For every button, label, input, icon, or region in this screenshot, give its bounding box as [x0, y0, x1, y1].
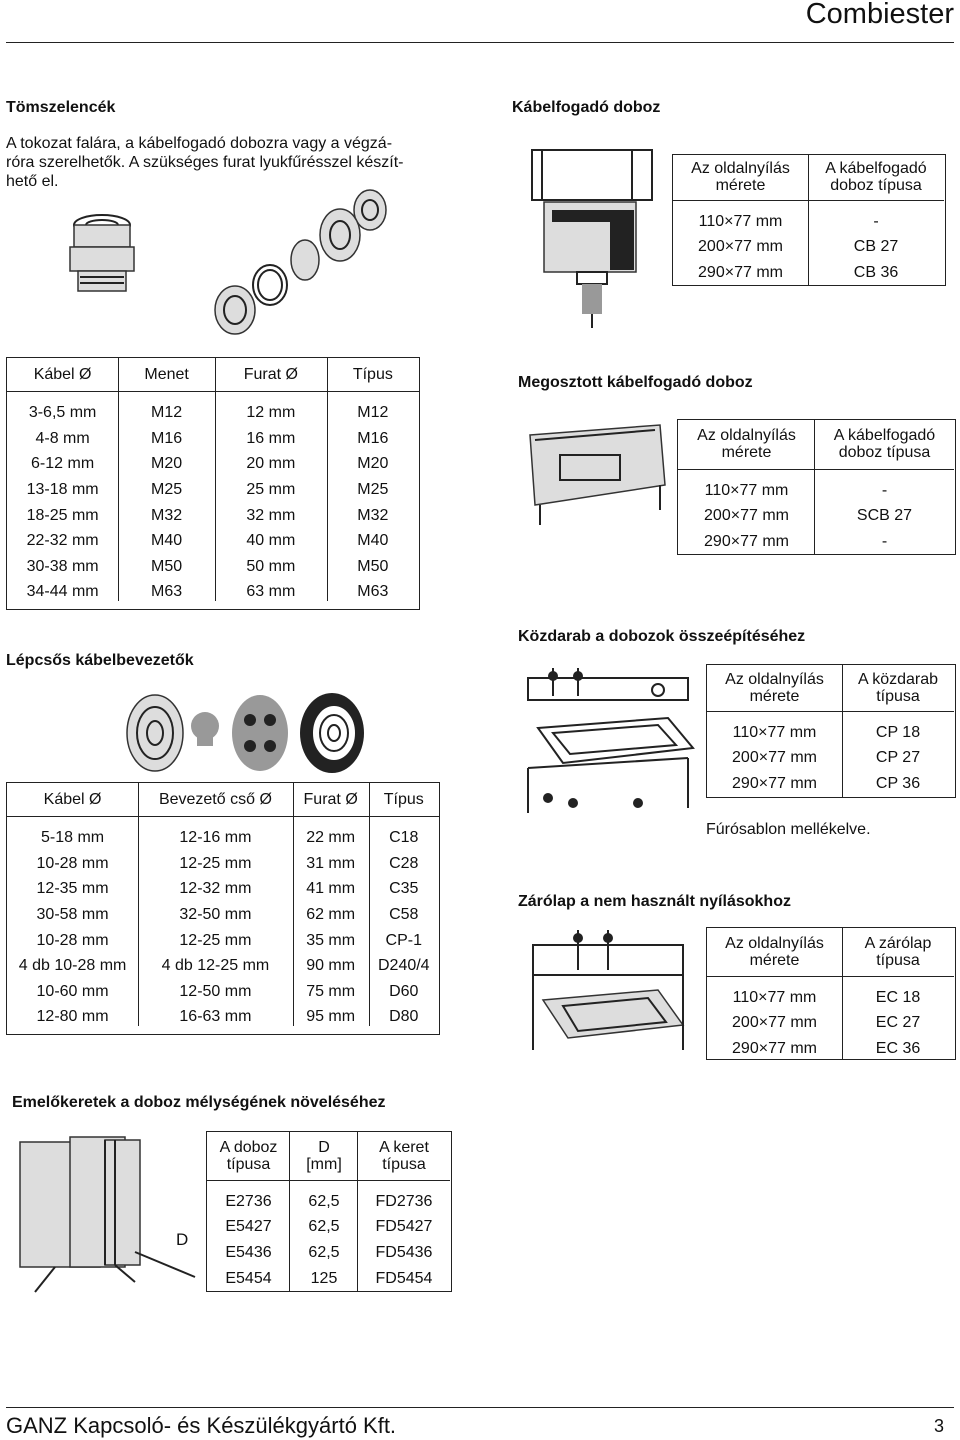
- section-title-lepcsos: Lépcsős kábelbevezetők: [6, 652, 194, 669]
- section-title-megosztott: Megosztott kábelfogadó doboz: [518, 374, 753, 391]
- table-row: [673, 200, 944, 234]
- section-title-emelokeretek: Emelőkeretek a doboz mélységének növeléséhez: [12, 1094, 386, 1111]
- table-cell: 41 mm: [306, 880, 356, 898]
- header-line: A zárólap: [864, 934, 932, 952]
- table-row: [707, 976, 954, 1010]
- table-cell: E5454: [225, 1269, 272, 1287]
- cable-box-illustration: [522, 140, 672, 330]
- col-header: Kábel Ø: [7, 783, 139, 817]
- header-line: Az oldalnyílás: [691, 160, 790, 178]
- table-cell: 22-32 mm: [26, 532, 99, 550]
- header-line: A keret: [379, 1138, 429, 1156]
- dimension-label: D: [176, 1230, 189, 1249]
- table-cell: EC 18: [875, 988, 921, 1006]
- table-row: [7, 554, 420, 580]
- table-cell: 18-25 mm: [26, 506, 99, 524]
- table-cell: 6-12 mm: [31, 455, 95, 473]
- table-row: [707, 771, 954, 801]
- table-cell: 25 mm: [246, 481, 296, 499]
- zarolap-table: [707, 928, 954, 1065]
- table-cell: 290×77 mm: [704, 532, 789, 550]
- table-cell: 200×77 mm: [704, 507, 789, 525]
- table-cell: 30-38 mm: [26, 557, 99, 575]
- table-cell: 5-18 mm: [40, 829, 105, 847]
- stepped-grommet-illustration: [120, 688, 370, 778]
- table-cell: CP 27: [875, 749, 921, 767]
- table-cell: 290×77 mm: [732, 774, 817, 792]
- table-divider: [215, 357, 216, 601]
- header-line: D: [318, 1138, 330, 1156]
- table-divider: [118, 357, 119, 601]
- table-cell: M40: [151, 532, 183, 550]
- table-cell: 20 mm: [246, 455, 296, 473]
- header-rule: [6, 42, 954, 43]
- table-row: [7, 851, 440, 877]
- table-cell: 30-58 mm: [36, 906, 109, 924]
- table-cell: SCB 27: [856, 507, 913, 525]
- col-header: [290, 1132, 358, 1180]
- table-cell: 110×77 mm: [704, 481, 789, 499]
- header-line: mérete: [721, 444, 772, 462]
- header-line: Az oldalnyílás: [725, 670, 824, 688]
- table-cell: 16 mm: [246, 429, 296, 447]
- table-divider: [369, 782, 370, 1026]
- lepcsos-table: [6, 782, 440, 1035]
- table-row: [7, 451, 420, 477]
- col-header: [358, 1132, 450, 1180]
- table-cell: CP-1: [385, 931, 422, 949]
- table-cell: 290×77 mm: [698, 263, 783, 281]
- cover-plate-illustration: [518, 930, 698, 1055]
- col-header: [808, 155, 944, 200]
- kozdarab-note: Fúrósablon mellékelve.: [706, 821, 871, 838]
- col-header: Kábel Ø: [7, 358, 119, 392]
- table-cell: M50: [357, 557, 389, 575]
- table-cell: 90 mm: [306, 957, 356, 975]
- table-cell: 12-80 mm: [36, 1008, 109, 1026]
- table-row: [678, 529, 954, 559]
- table-cell: M16: [357, 429, 389, 447]
- kozdarab-table: [707, 665, 954, 800]
- table-cell: EC 36: [875, 1039, 921, 1057]
- table-cell: M20: [151, 455, 183, 473]
- header-line: Az oldalnyílás: [697, 427, 796, 445]
- table-cell: 200×77 mm: [732, 1014, 817, 1032]
- table-header-row: [7, 783, 440, 817]
- section-title-kozdarab: Közdarab a dobozok összeépítéséhez: [518, 628, 806, 645]
- table-cell: 40 mm: [246, 532, 296, 550]
- page-number: 3: [933, 1416, 944, 1436]
- col-header: Menet: [118, 358, 215, 392]
- table-cell: 62,5: [308, 1243, 340, 1261]
- table-cell: 10-28 mm: [36, 931, 109, 949]
- table-divider: [293, 782, 294, 1026]
- col-header: Furat Ø: [293, 783, 369, 817]
- brand-title: Combiester: [805, 0, 954, 30]
- table-cell: M63: [357, 583, 389, 601]
- header-line: típusa: [876, 687, 920, 705]
- table-cell: 110×77 mm: [732, 988, 817, 1006]
- header-line: A kábelfogadó: [825, 160, 927, 178]
- table-row: [7, 579, 420, 609]
- table-cell: E5436: [225, 1243, 272, 1261]
- table-cell: D240/4: [377, 957, 430, 975]
- table-cell: 12 mm: [246, 404, 296, 422]
- table-cell: 62,5: [308, 1192, 340, 1210]
- table-cell: M12: [151, 404, 183, 422]
- table-cell: 32 mm: [246, 506, 296, 524]
- table-row: [678, 469, 954, 503]
- table-cell: 75 mm: [306, 982, 356, 1000]
- header-line: [mm]: [306, 1155, 342, 1173]
- table-cell: 34-44 mm: [26, 583, 99, 601]
- table-cell: -: [881, 481, 888, 499]
- header-line: típusa: [876, 951, 920, 969]
- table-row: [207, 1214, 450, 1240]
- table-row: [207, 1180, 450, 1214]
- table-row: [7, 426, 420, 452]
- table-header-row: [673, 155, 944, 200]
- table-row: [7, 817, 440, 851]
- table-cell: 12-25 mm: [179, 854, 252, 872]
- header-line: A doboz: [219, 1138, 278, 1156]
- table-cell: 12-50 mm: [179, 982, 252, 1000]
- table-cell: D80: [389, 1008, 419, 1026]
- header-line: típusa: [226, 1155, 271, 1173]
- table-cell: 35 mm: [306, 931, 356, 949]
- table-cell: 16-63 mm: [179, 1008, 252, 1026]
- table-cell: FD5427: [375, 1218, 433, 1236]
- tomszelencek-table: [6, 357, 420, 610]
- table-cell: 110×77 mm: [698, 212, 783, 230]
- table-row: [7, 902, 440, 928]
- split-box-illustration: [520, 415, 675, 535]
- col-header: [842, 928, 954, 976]
- extension-frame-illustration: [15, 1132, 200, 1297]
- table-row: [707, 711, 954, 745]
- table-cell: 31 mm: [306, 854, 356, 872]
- spacer-illustration: [518, 668, 703, 818]
- table-cell: 63 mm: [246, 583, 296, 601]
- table-cell: 12-16 mm: [179, 829, 252, 847]
- col-header: [678, 420, 815, 469]
- table-cell: 22 mm: [306, 829, 356, 847]
- table-cell: CP 18: [875, 723, 921, 741]
- table-cell: 200×77 mm: [732, 749, 817, 767]
- table-cell: CB 27: [853, 238, 899, 256]
- header-line: mérete: [749, 951, 800, 969]
- table-cell: CB 36: [853, 263, 899, 281]
- table-cell: C18: [389, 829, 419, 847]
- table-divider: [327, 357, 328, 601]
- table-row: [678, 503, 954, 529]
- table-header-row: [207, 1132, 450, 1180]
- section-title-tomszelencek: Tömszelencék: [6, 99, 116, 116]
- table-header-row: [707, 665, 954, 711]
- table-cell: 32-50 mm: [179, 906, 252, 924]
- table-cell: 62,5: [308, 1218, 340, 1236]
- table-cell: E5427: [225, 1218, 272, 1236]
- table-cell: 12-25 mm: [179, 931, 252, 949]
- table-cell: 62 mm: [306, 906, 356, 924]
- header-line: doboz típusa: [830, 177, 922, 195]
- col-header: Bevezető cső Ø: [138, 783, 293, 817]
- col-header: [842, 665, 954, 711]
- table-row: [707, 745, 954, 771]
- table-cell: M32: [357, 506, 389, 524]
- table-cell: M20: [357, 455, 389, 473]
- col-header: [707, 665, 842, 711]
- table-cell: M50: [151, 557, 183, 575]
- header-line: A közdarab: [857, 670, 939, 688]
- table-cell: 50 mm: [246, 557, 296, 575]
- table-cell: C35: [389, 880, 419, 898]
- table-cell: 95 mm: [306, 1008, 356, 1026]
- table-cell: 125: [310, 1269, 338, 1287]
- table-cell: M32: [151, 506, 183, 524]
- desc-line: A tokozat falára, a kábelfogadó dobozra vagy a végzá-: [6, 135, 393, 152]
- table-cell: EC 27: [875, 1014, 921, 1032]
- table-cell: 10-28 mm: [36, 854, 109, 872]
- table-cell: M63: [151, 583, 183, 601]
- table-row: [7, 876, 440, 902]
- table-cell: 4 db 10-28 mm: [18, 957, 127, 975]
- table-row: [7, 979, 440, 1005]
- table-row: [7, 528, 420, 554]
- footer-company: GANZ Kapcsoló- és Készülékgyártó Kft.: [6, 1413, 397, 1438]
- table-cell: 290×77 mm: [732, 1039, 817, 1057]
- table-row: [7, 953, 440, 979]
- table-cell: C58: [389, 906, 419, 924]
- table-row: [7, 502, 420, 528]
- footer-rule: [6, 1407, 954, 1408]
- col-header: [673, 155, 808, 200]
- header-line: doboz típusa: [838, 444, 931, 462]
- table-row: [7, 1004, 440, 1034]
- table-cell: C28: [389, 854, 419, 872]
- table-cell: 12-35 mm: [36, 880, 109, 898]
- table-row: [207, 1240, 450, 1266]
- table-cell: CP 36: [875, 774, 921, 792]
- col-header: Típus: [327, 358, 420, 392]
- table-row: [707, 1010, 954, 1036]
- table-row: [7, 927, 440, 953]
- section-title-zarolap: Zárólap a nem használt nyílásokhoz: [518, 893, 791, 910]
- table-cell: 3-6,5 mm: [28, 404, 97, 422]
- table-cell: -: [881, 532, 888, 550]
- header-line: mérete: [749, 687, 800, 705]
- table-cell: 200×77 mm: [698, 238, 783, 256]
- table-cell: M12: [357, 404, 389, 422]
- table-cell: FD5454: [375, 1269, 433, 1287]
- table-header-row: [678, 420, 954, 469]
- desc-line: róra szerelhetők. A szükséges furat lyukfűrésszel készít-: [6, 154, 404, 171]
- table-row: [673, 260, 944, 290]
- megosztott-table: [678, 420, 954, 558]
- col-header: [815, 420, 954, 469]
- cable-gland-illustration: [50, 180, 390, 340]
- table-row: [673, 234, 944, 260]
- emelokeretek-table: [207, 1132, 450, 1295]
- table-header-row: [707, 928, 954, 976]
- table-row: [207, 1265, 450, 1295]
- table-row: [7, 392, 420, 426]
- table-cell: M16: [151, 429, 183, 447]
- table-cell: 12-32 mm: [179, 880, 252, 898]
- col-header: Típus: [369, 783, 440, 817]
- table-cell: 4 db 12-25 mm: [161, 957, 270, 975]
- table-cell: 13-18 mm: [26, 481, 99, 499]
- header-line: típusa: [382, 1155, 426, 1173]
- table-cell: M25: [357, 481, 389, 499]
- col-header: Furat Ø: [215, 358, 327, 392]
- table-cell: E2736: [225, 1192, 272, 1210]
- col-header: [707, 928, 842, 976]
- table-cell: 110×77 mm: [732, 723, 817, 741]
- col-header: [207, 1132, 290, 1180]
- header-line: A kábelfogadó: [833, 427, 936, 445]
- table-cell: FD2736: [375, 1192, 433, 1210]
- table-cell: -: [873, 212, 879, 230]
- table-cell: 4-8 mm: [35, 429, 90, 447]
- header-line: mérete: [715, 177, 766, 195]
- desc-line: hető el.: [6, 173, 59, 190]
- table-header-row: [7, 358, 420, 392]
- section-title-kabelfogado: Kábelfogadó doboz: [512, 99, 661, 116]
- table-row: [7, 477, 420, 503]
- table-cell: 10-60 mm: [36, 982, 109, 1000]
- table-row: [707, 1036, 954, 1066]
- kabelfogado-table: [673, 155, 944, 289]
- table-cell: D60: [389, 982, 419, 1000]
- header-line: Az oldalnyílás: [725, 934, 824, 952]
- table-cell: M40: [357, 532, 389, 550]
- table-divider: [138, 782, 139, 1026]
- table-cell: FD5436: [375, 1243, 433, 1261]
- table-cell: M25: [151, 481, 183, 499]
